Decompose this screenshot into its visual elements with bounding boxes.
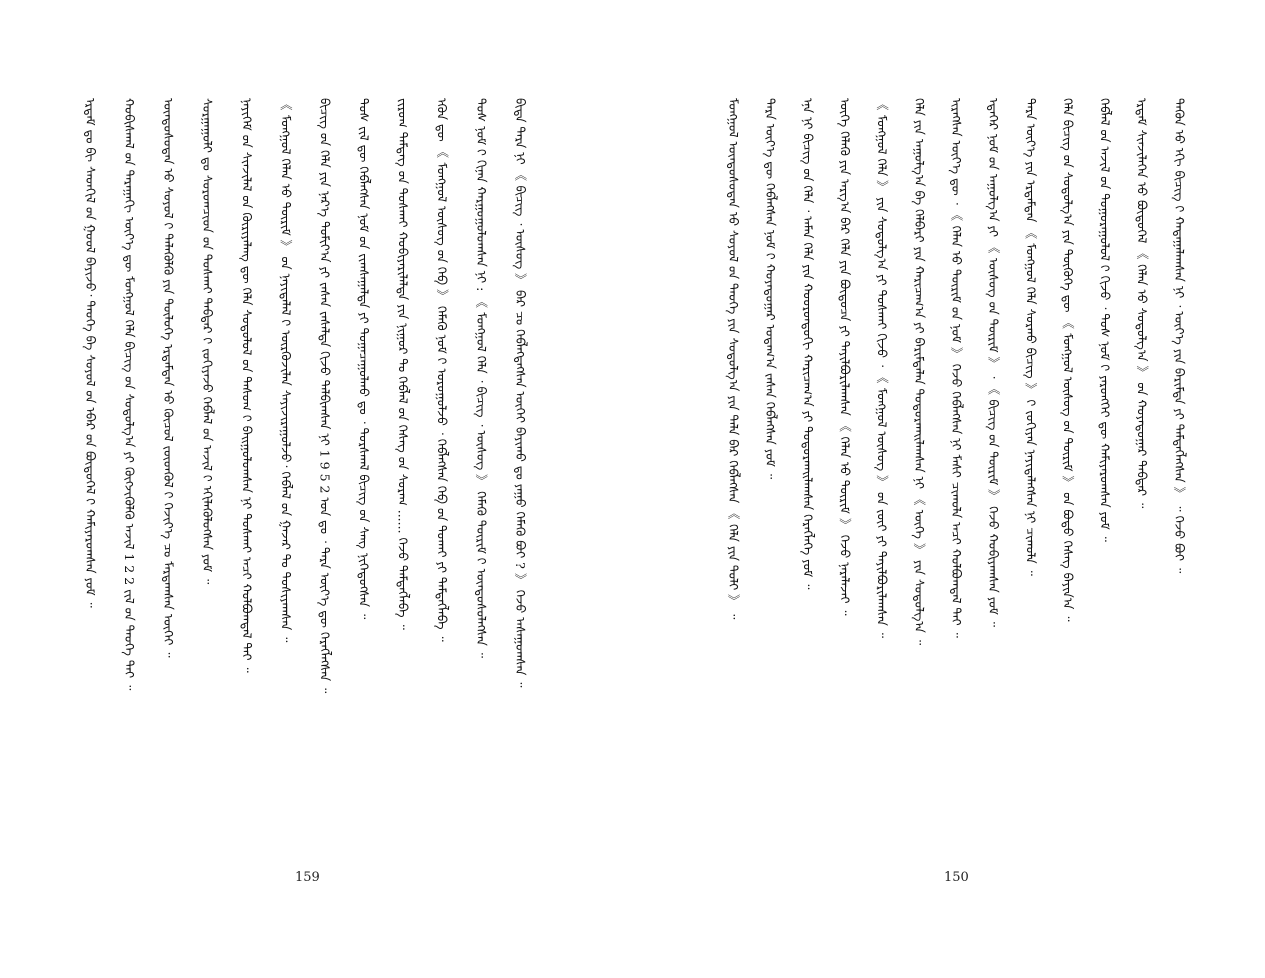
column-text: ᠲᠡᠷᠡ ᠦᠶ᠎ᠡ ᠶᠢᠨ ᠡᠷᠳᠡᠮᠲᠡᠨ 《 ᠮᠣᠩᠭᠣᠯ ᠬᠡᠯᠡ ᠰᠤᠷᠬᠤ ᠪᠢᠴᠢᠭ 》 ᠢ᠋ ᠵᠣᠬᠢᠶᠠᠨ ᠨᠡᠶᠢᠲᠡᠯᠡᠭᠰᠡᠨ ᠨᠢ ᠴᠢᠬᠤᠯᠠ ᠃ <box>1023 98 1039 576</box>
text-column <box>356 98 372 832</box>
text-column <box>985 98 1001 832</box>
text-column <box>1059 98 1075 832</box>
text-column <box>1171 98 1187 832</box>
column-text: 《 ᠮᠣᠩᠭᠣᠯ ᠬᠡᠯᠡ 》 ᠶᠢᠨ ᠰᠤᠳᠤᠯᠭ᠎ᠠ ᠶᠢ ᠲᠤᠰᠬᠠᠢ ᠬᠢᠵᠦ ᠂ 《 ᠮᠣᠩᠭᠣᠯ ᠦᠰᠦᠭ 》 ᠦ᠋ᠨ ᠵᠦᠢ ᠶᠢ ᠲᠠᠶᠢᠯᠪᠤᠷᠢᠯᠠᠭᠰᠠᠨ ᠃ <box>874 98 890 639</box>
column-text: ᠵᠢᠷᠤᠭ ᠲᠡᠮᠳᠡᠭ ᠦ᠋ᠨ ᠲᠤᠰᠬᠠᠢ ᠬᠤᠪᠢᠶᠠᠷᠢᠯᠠᠯᠲᠠ ᠶᠢᠨ ᠨᠢᠭᠤᠷ ᠲᠤ ᠬᠡᠪᠯᠡᠯ ᠦ᠋ᠨ ᠬᠡᠰᠡᠭ ᠦ᠋ᠨ ᠰᠤᠷᠠᠭ ...... ᠭᠡᠵᠦ ᠲᠡᠮᠳᠡᠭᠯᠡᠪᠡ ᠃ <box>395 98 411 630</box>
column-text: ᠬᠡᠯᠡ ᠶᠢᠨ ᠠᠭᠤᠯᠭ᠎ᠠ ᠪᠠ ᠬᠡᠯᠪᠡᠷᠢ ᠶᠢᠨ ᠬᠠᠷᠢᠴᠠᠭ᠎ᠠ ᠶᠢ ᠪᠠᠷᠢᠮᠲᠠᠯᠠᠨ ᠲᠣᠳᠤᠷᠬᠠᠢᠯᠠᠭᠰᠠᠨ ᠨᠢ 《 ᠦᠭᠡ 》 ᠶᠢᠨ ᠰᠤᠳᠤᠯᠭ᠎ᠠ ᠃ <box>911 98 927 646</box>
text-column <box>434 98 450 832</box>
text-column <box>238 98 254 832</box>
column-text: ᠪᠢᠳᠡ ᠲᠡᠷᠡ ᠨᠢ 《 ᠪᠢᠴᠢᠭ ᠂ ᠦᠰᠦᠭ 》 ᠪᠡᠷ ᠴᠤ ᠬᠡᠪᠯᠡᠭᠳᠡᠭᠰᠡᠨ ᠦᠭᠡᠢ ᠪᠠᠶᠢᠬᠤ ᠳᠤ ᠶᠠᠭᠤ ᠬᠡᠮᠡᠬᠦ ᠪᠤᠢ ? 》 ᠭᠡᠵᠦ ᠠᠰᠠᠭᠤᠭᠰᠠᠨ ᠃ <box>512 98 528 688</box>
text-column <box>277 98 293 832</box>
text-column <box>911 98 927 832</box>
text-column <box>512 98 528 832</box>
right-page-text-block <box>725 98 1187 832</box>
column-text: ᠡᠨᠡ ᠨᠢ ᠪᠢᠴᠢᠭ ᠦ᠋ᠨ ᠬᠡᠯᠡ ᠂ ᠠᠮᠠᠨ ᠬᠡᠯᠡ ᠶᠢᠨ ᠬᠣᠣᠷᠤᠨᠳᠤᠬᠢ ᠬᠠᠷᠢᠴᠠᠭ᠎ᠠ ᠶᠢ ᠲᠣᠳᠤᠷᠬᠠᠢᠯᠠᠭᠰᠠᠨ ᠬᠡᠷᠡᠭᠯᠡᠭᠡ ᠶᠤᠮ ᠃ <box>800 98 816 590</box>
left-page <box>0 0 632 978</box>
text-column <box>948 98 964 832</box>
text-column <box>1097 98 1113 832</box>
column-text: ᠢᠷᠡᠭᠰᠡᠨ ᠦᠶ᠎ᠡ ᠳᠦ ᠂ 《 ᠬᠡᠯᠡᠨ ᠦ᠋ ᠳᠦᠷᠢᠮ ᠦ᠋ᠨ ᠨᠣᠮ 》 ᠭᠡᠵᠦ ᠬᠡᠪᠯᠡᠭᠰᠡᠨ ᠨᠢ ᠮᠠᠰᠢ ᠴᠢᠬᠤᠯᠠ ᠠᠴᠢ ᠬᠣᠯᠪᠣᠭᠳᠠᠯ ᠲᠠᠢ ᠃ <box>948 98 964 638</box>
text-column <box>473 98 489 832</box>
text-column <box>762 98 778 832</box>
text-column <box>1022 98 1038 832</box>
text-column <box>799 98 815 832</box>
column-text: ᠬᠡᠯᠡ ᠪᠢᠴᠢᠭ ᠦ᠋ᠨ ᠰᠤᠳᠤᠯᠭ᠎ᠠ ᠶᠢᠨ ᠲᠦᠭᠦᠬᠡ ᠳᠦ 《 ᠮᠣᠩᠭᠣᠯ ᠦᠰᠦᠭ ᠦ᠋ᠨ ᠳᠦᠷᠢᠮ 》 ᠦ᠋ᠨ ᠪᠣᠲᠣ ᠬᠡᠰᠡᠭ ᠪᠠᠶᠢᠨ᠎ᠠ ᠃ <box>1060 98 1076 622</box>
column-text: ᠲᠡᠭᠦᠨ ᠦ᠋ ᠡᠬᠢ ᠪᠢᠴᠢᠭ ᠢ᠋ ᠬᠠᠳᠠᠭᠠᠯᠠᠭᠰᠠᠨ ᠨᠢ ᠂ ᠦᠶ᠎ᠡ ᠶᠢᠨ ᠪᠠᠷᠢᠮᠲᠠ ᠶᠢ ᠲᠡᠮᠳᠡᠭᠯᠡᠭᠰᠡᠨ 》 ᠃ ᠭᠡᠵᠦ ᠪᠤᠢ ᠃ <box>1171 98 1187 574</box>
text-column <box>395 98 411 832</box>
column-text: ᠪᠢᠴᠢᠭ ᠦ᠋ᠨ ᠬᠡᠯᠡ ᠶᠢᠨ ᠨᠡᠷ᠎ᠡ ᠲᠣᠮᠢᠶ᠎ᠠ ᠶᠢ ᠵᠠᠰᠠᠨ ᠵᠠᠰᠠᠯᠲᠠ ᠬᠢᠵᠦ ᠲᠠᠯᠪᠢᠭᠰᠠᠨ ᠨᠢ 1 9 5 2 ᠣᠨ ᠳᠤ ᠂ ᠲᠡᠷᠡ ᠦᠶ᠎ᠡ ᠳᠦ ᠬᠡᠷᠡᠭᠯᠡᠭᠰᠡᠨ ᠃ <box>317 98 333 694</box>
column-text: ᠦᠭᠡ ᠬᠡᠯᠡᠬᠦ ᠶᠢᠨ ᠠᠷᠭ᠎ᠠ ᠪᠠᠷ ᠬᠡᠯᠡ ᠶᠢᠨ ᠪᠦᠲᠦᠴᠡ ᠶᠢ ᠲᠠᠶᠢᠯᠪᠤᠷᠢᠯᠠᠭᠰᠠᠨ 《 ᠬᠡᠯᠡᠨ ᠦ᠋ ᠳᠦᠷᠢᠮ 》 ᠭᠡᠵᠦ ᠨᠡᠷᠡᠯᠡᠵᠡᠢ ᠃ <box>837 98 853 616</box>
text-column <box>836 98 852 832</box>
column-text: ᠦᠨᠳᠦᠰᠦᠲᠡᠨ ᠦ᠋ ᠰᠤᠶᠤᠯ ᠢ᠋ ᠲᠡᠯᠡᠭᠦᠯᠬᠦ ᠶᠢᠨ ᠲᠥᠯᠥᠭᠡ ᠡᠷᠳᠡᠮᠲᠡᠨ ᠦ᠋ ᠬᠦᠴᠦᠯ ᠵᠦᠳᠭᠦᠯ ᠢ᠋ ᠬᠡᠵᠢᠶ᠎ᠡ ᠴᠤ ᠮᠠᠷᠲᠠᠭᠰᠠᠨ ᠦᠭᠡᠢ ᠃ <box>161 98 177 658</box>
column-text: ᠲᠤᠰ ᠨᠣᠮ ᠢ᠋ ᠬᠢᠨᠠᠨ ᠬᠠᠷᠭᠤᠭᠤᠯᠤᠭᠰᠠᠨ ᠨᠢ : 《 ᠮᠣᠩᠭᠣᠯ ᠬᠡᠯᠡ ᠂ ᠪᠢᠴᠢᠭ ᠂ ᠦᠰᠦᠭ 》 ᠬᠡᠮᠡᠬᠦ ᠳᠦᠷᠢᠮ ᠢ᠋ ᠦᠨᠳᠦᠰᠦᠯᠡᠭᠰᠡᠨ ᠃ <box>473 98 489 658</box>
column-text: ᠡᠷᠳᠡᠮ ᠳᠤ ᠪᠢ ᠰᠡᠳᠬᠢᠯ ᠦ᠋ᠨ ᠭᠤᠤᠯ ᠪᠠᠶᠢᠵᠤ᠂ ᠲᠡᠦᠬᠡ ᠪᠠ ᠰᠤᠶᠤᠯ ᠤ᠋ᠨ ᠡᠪᠡᠷ ᠦ᠋ᠨ ᠪᠦᠲᠦᠭᠡᠯ ᠢ᠋ ᠬᠠᠮᠢᠶᠠᠷᠤᠭᠰᠠᠨ ᠶᠤᠮ ᠃ <box>83 98 98 608</box>
column-text: 《 ᠮᠤᠩᠭᠤᠯ ᠬᠡᠯᠡᠨ ᠦ᠋ ᠳᠦᠷᠢᠮ 》 ᠦ᠋ᠨ ᠨᠡᠶᠢᠲᠡᠯᠡᠯ ᠢ᠋ ᠦᠷᠭᠦᠵᠢᠯᠡᠨ ᠰᠠᠶᠢᠵᠢᠷᠠᠭᠤᠯᠵᠤ᠂ ᠬᠡᠪᠯᠡᠯ ᠦ᠋ᠨ ᠭᠠᠵᠠᠷ ᠲᠤ ᠲᠤᠰᠢᠶᠠᠭᠰᠠᠨ ᠃ <box>278 98 294 643</box>
column-text: ᠮᠣᠩᠭᠣᠯ ᠦᠨᠳᠦᠰᠦᠲᠡᠨ ᠦ᠋ ᠰᠣᠶᠣᠯ ᠤ᠋ᠨ ᠲᠡᠦᠬᠡ ᠶᠢᠨ ᠰᠤᠳᠤᠯᠭ᠎ᠠ ᠶᠢᠨ ᠲᠠᠯᠠ ᠪᠠᠷ ᠬᠡᠪᠯᠡᠭᠰᠡᠨ 《 ᠬᠡᠯᠡ ᠶᠢᠨ ᠲᠣᠯᠢ 》 ᠃ <box>726 98 741 620</box>
left-page-number: 159 <box>295 870 320 885</box>
column-text: ᠲᠡᠷᠡ ᠦᠶ᠎ᠡ ᠳᠦ ᠬᠡᠪᠯᠡᠭᠰᠡᠨ ᠨᠣᠮ ᠢ᠋ ᠬᠣᠶᠠᠳᠤᠭᠠᠷ ᠤᠳᠠᠭ᠎ᠠ ᠵᠠᠰᠠᠨ ᠬᠡᠪᠯᠡᠭᠰᠡᠨ ᠶᠤᠮ ᠃ <box>763 98 779 480</box>
text-column <box>199 98 215 832</box>
column-text: ᠡᠳᠡᠭᠡᠷ ᠨᠣᠮ ᠤ᠋ᠨ ᠠᠭᠤᠯᠭ᠎ᠠ ᠶᠢ 《 ᠦᠰᠦᠭ ᠦ᠋ᠨ ᠳᠦᠷᠢᠮ 》 ᠂ 《 ᠪᠢᠴᠢᠭ ᠦ᠋ᠨ ᠳᠦᠷᠢᠮ 》 ᠭᠡᠵᠦ ᠬᠤᠪᠢᠶᠠᠭᠰᠠᠨ ᠶᠤᠮ ᠃ <box>986 98 1002 628</box>
column-text: ᠰᠤᠷᠭᠠᠭᠤᠯᠢ ᠳᠤ ᠰᠤᠷᠤᠭᠴᠢᠳ ᠤ᠋ᠨ ᠲᠤᠰᠬᠠᠢ ᠳᠡᠪᠲᠡᠷ ᠢ᠋ ᠵᠤᠬᠢᠶᠠᠵᠤ ᠬᠡᠪᠯᠡᠯ ᠦ᠋ᠨ ᠠᠵᠢᠯ ᠢ᠋ ᠡᠬᠢᠯᠡᠭᠦᠯᠦᠭᠰᠡᠨ ᠶᠤᠮ ᠃ <box>200 98 216 585</box>
column-text: ᠲᠤᠰ ᠵᠢᠯ ᠳᠦ ᠬᠡᠪᠯᠡᠭᠰᠡᠨ ᠨᠣᠮ ᠤ᠋ᠨ ᠵᠢᠭᠰᠠᠭᠠᠯᠲᠠ ᠶᠢ ᠲᠣᠭᠠᠴᠠᠭᠤᠯᠬᠤ ᠳᠤ ᠂ ᠳᠤᠷᠰᠬᠠᠯ ᠪᠢᠴᠢᠭ ᠦ᠋ᠨ ᠰᠠᠩ ᠨᠢᠭᠡᠳᠦᠭᠰᠡᠨ ᠃ <box>356 98 372 620</box>
column-text: ᠨᠡᠶᠢᠭᠡᠮ ᠦ᠋ᠨ ᠰᠢᠨᠵᠢᠯᠡᠯ ᠦ᠋ᠨ ᠬᠦᠷᠢᠶᠡᠯᠡᠩ ᠳᠦ ᠬᠡᠯᠡ ᠰᠤᠳᠤᠯᠤᠯ ᠤ᠋ᠨ ᠲᠠᠰᠤᠭ ᠢ᠋ ᠪᠠᠢᠭᠤᠯᠤᠭᠰᠠᠨ ᠨᠢ ᠲᠤᠰᠬᠠᠢ ᠠᠴᠢ ᠬᠤᠯᠪᠤᠭᠳᠠᠯ ᠲᠠᠢ ᠃ <box>239 98 255 673</box>
column-text: ᠬᠡᠪᠯᠡᠯ ᠦ᠋ᠨ ᠠᠵᠢᠯ ᠤ᠋ᠨ ᠲᠤᠭᠤᠷᠠᠭᠤᠯᠤᠯ ᠢ᠋ ᠬᠢᠵᠦ ᠂ ᠲᠤᠰ ᠨᠣᠮ ᠢ᠋ ᠶᠡᠷᠦᠩᠬᠡᠢ ᠳᠦ ᠬᠠᠮᠢᠶᠠᠷᠤᠭᠰᠠᠨ ᠶᠤᠮ ᠃ <box>1097 98 1113 542</box>
text-column <box>874 98 890 832</box>
text-column <box>82 98 98 832</box>
text-column <box>160 98 176 832</box>
text-column <box>121 98 137 832</box>
column-text: ᠡᠷᠳᠡᠮ ᠰᠢᠨᠵᠢᠯᠡᠭᠡᠨ ᠦ᠋ ᠪᠦᠲᠦᠭᠡᠯ 《 ᠬᠡᠯᠡᠨ ᠦ᠋ ᠰᠤᠳᠤᠯᠭ᠎ᠠ 》 ᠦ᠋ᠨ ᠬᠣᠶᠠᠳᠤᠭᠠᠷ ᠳᠡᠪᠲᠡᠷ ᠃ <box>1134 98 1150 509</box>
text-column <box>316 98 332 832</box>
right-page-number: 150 <box>944 870 969 885</box>
text-column <box>1134 98 1150 832</box>
left-page-text-block <box>82 98 528 832</box>
column-text: ᠡᠭᠦᠨ ᠳᠦ 《 ᠮᠣᠩᠭᠣᠯ ᠦᠰᠦᠭ ᠦ᠋ᠨ ᠬᠡᠪ 》 ᠬᠡᠮᠡᠬᠦ ᠨᠣᠮ ᠢ᠋ ᠣᠷᠣᠭᠤᠯᠵᠤ ᠂ ᠬᠡᠪᠯᠡᠭᠰᠡᠨ ᠬᠡᠪ ᠦ᠋ᠨ ᠲᠤᠬᠠᠢ ᠶᠢ ᠲᠡᠮᠳᠡᠭᠯᠡᠪᠡ ᠃ <box>434 98 450 642</box>
text-column <box>725 98 741 832</box>
right-page <box>633 0 1265 978</box>
column-text: ᠬᠤᠪᠢᠰᠬᠠᠯ ᠦ᠋ᠨ ᠳᠠᠷᠠᠭᠠᠬᠢ ᠦᠶ᠎ᠡ ᠳᠦ ᠮᠤᠩᠭᠤᠯ ᠬᠡᠯᠡ ᠪᠢᠴᠢᠭ ᠦ᠋ᠨ ᠰᠤᠳᠤᠯᠭ᠎ᠠ ᠶᠢ ᠬᠦᠭᠵᠢᠭᠦᠯᠬᠦ ᠠᠵᠢᠯ 1 2 2 ᠵᠢᠯ ᠦ᠋ᠨ ᠲᠡᠦᠬᠡ ᠲᠠᠢ ᠃ <box>122 98 138 691</box>
